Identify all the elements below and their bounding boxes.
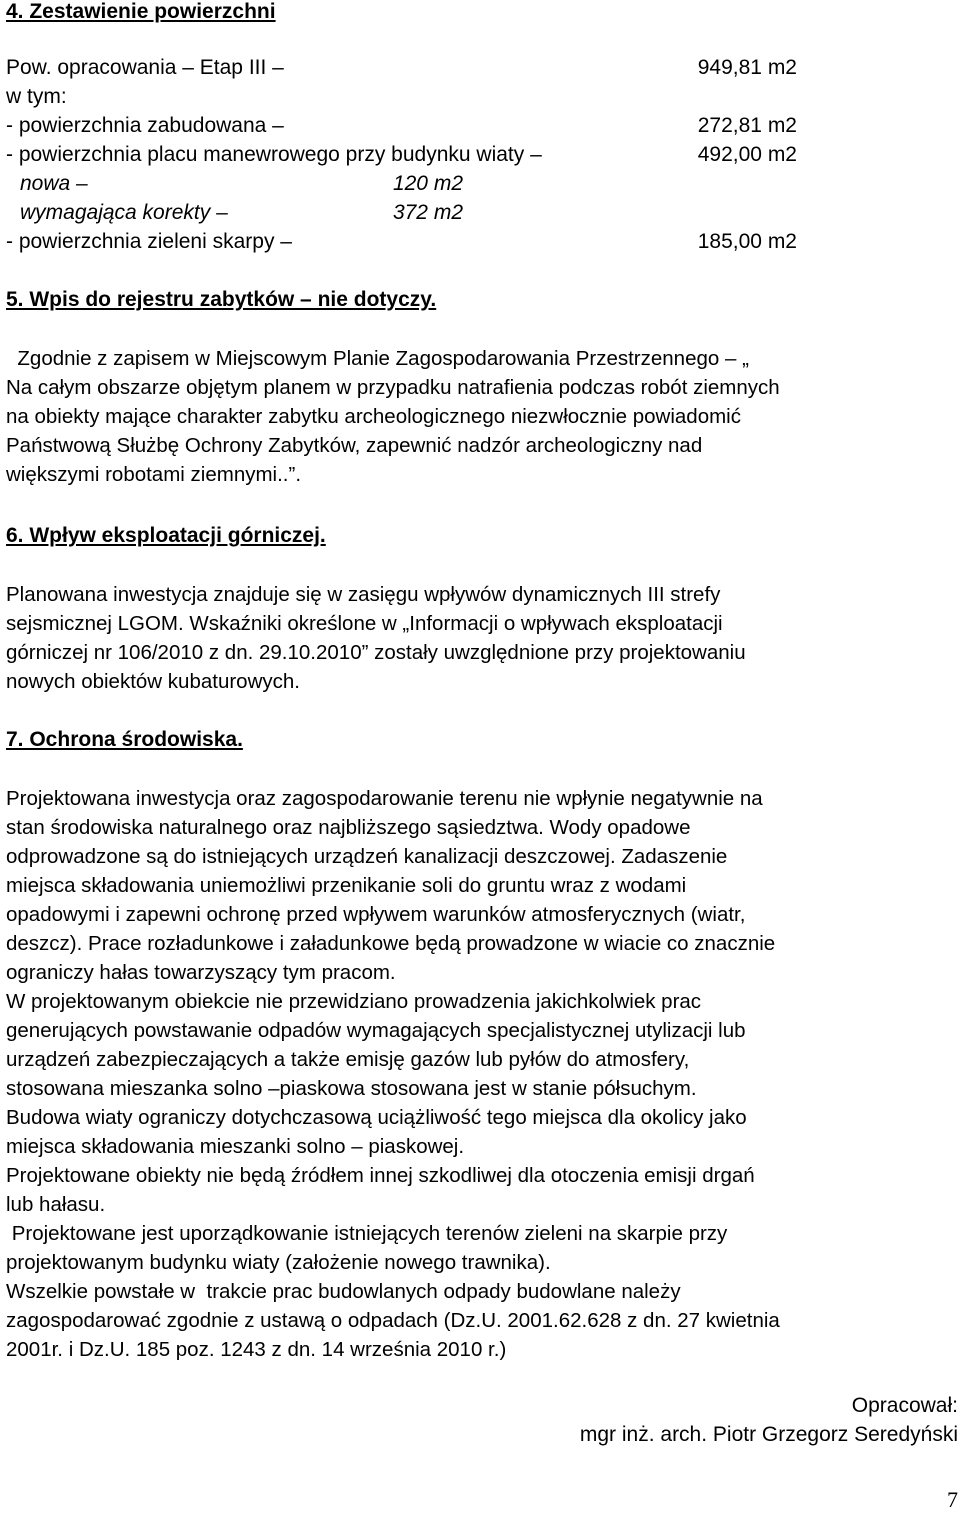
paragraph-line: generujących powstawanie odpadów wymagających specjalistycznej utylizacji lub [6,1019,746,1042]
sub-area-value: 372 m2 [392,201,463,224]
section-6-heading: 6. Wpływ eksploatacji górniczej. [6,524,326,547]
paragraph-line: odprowadzone są do istniejących urządzeń kanalizacji deszczowej. Zadaszenie [6,845,728,868]
paragraph-line: opadowymi i zapewni ochronę przed wpływem warunków atmosferycznych (wiatr, [6,903,746,926]
paragraph-line: stosowana mieszanka solno –piaskowa stosowana jest w stanie półsuchym. [6,1077,697,1100]
paragraph-line: Zgodnie z zapisem w Miejscowym Planie Zagospodarowania Przestrzennego – „ [6,347,749,370]
section-7-paragraph [6,784,958,1364]
paragraph-line: nowych obiektów kubaturowych. [6,670,300,693]
area-row-label: - powierzchnia zabudowana – [6,114,284,137]
sub-area-label: nowa – [20,172,88,195]
area-row-value: 185,00 m2 [697,230,797,253]
area-row-value: 492,00 m2 [697,143,797,166]
section-4-heading: 4. Zestawienie powierzchni [6,0,276,23]
paragraph-line: ograniczy hałas towarzyszący tym pracom. [6,961,396,984]
paragraph-line: Wszelkie powstałe w trakcie prac budowlanych odpady budowlane należy [6,1280,681,1303]
page-number: 7 [947,1487,958,1512]
sub-area-value: 120 m2 [392,172,463,195]
paragraph-line: Na całym obszarze objętym planem w przypadku natrafienia podczas robót ziemnych [6,376,780,399]
area-row-label: w tym: [6,85,67,108]
signature-label: Opracował: [851,1394,958,1417]
section-7-heading: 7. Ochrona środowiska. [6,728,243,751]
paragraph-line: górniczej nr 106/2010 z dn. 29.10.2010” zostały uwzględnione przy projektowaniu [6,641,746,664]
paragraph-line: Planowana inwestycja znajduje się w zasięgu wpływów dynamicznych III strefy [6,583,721,606]
area-row-label: Pow. opracowania – Etap III – [6,56,284,79]
area-row-label: - powierzchnia placu manewrowego przy budynku wiaty – [6,143,542,166]
paragraph-line: sejsmicznej LGOM. Wskaźniki określone w „Informacji o wpływach eksploatacji [6,612,723,635]
paragraph-line: W projektowanym obiekcie nie przewidziano prowadzenia jakichkolwiek prac [6,990,702,1013]
section-5-paragraph [6,344,958,489]
paragraph-line: Budowa wiaty ograniczy dotychczasową uciążliwość tego miejsca dla okolicy jako [6,1106,747,1129]
section-5-heading: 5. Wpis do rejestru zabytków – nie dotyczy. [6,288,437,311]
signature-name: mgr inż. arch. Piotr Grzegorz Seredyński [579,1423,958,1446]
paragraph-line: urządzeń zabezpieczających a także emisję gazów lub pyłów do atmosfery, [6,1048,690,1071]
paragraph-line: projektowanym budynku wiaty (założenie nowego trawnika). [6,1251,551,1274]
paragraph-line: stan środowiska naturalnego oraz najbliższego sąsiedztwa. Wody opadowe [6,816,691,839]
paragraph-line: zagospodarować zgodnie z ustawą o odpadach (Dz.U. 2001.62.628 z dn. 27 kwietnia [6,1309,780,1332]
paragraph-line: Państwową Służbę Ochrony Zabytków, zapewnić nadzór archeologiczny nad [6,434,703,457]
paragraph-line: deszcz). Prace rozładunkowe i załadunkowe będą prowadzone w wiacie co znacznie [6,932,776,955]
section-6-paragraph [6,580,958,696]
area-row-value: 949,81 m2 [697,56,797,79]
sub-area-label: wymagająca korekty – [20,201,228,224]
paragraph-line: większymi robotami ziemnymi..”. [6,463,302,486]
area-row-label: - powierzchnia zieleni skarpy – [6,230,292,253]
paragraph-line: na obiekty mające charakter zabytku archeologicznego niezwłocznie powiadomić [6,405,741,428]
area-row-value: 272,81 m2 [697,114,797,137]
paragraph-line: Projektowana inwestycja oraz zagospodarowanie terenu nie wpłynie negatywnie na [6,787,763,810]
paragraph-line: Projektowane obiekty nie będą źródłem innej szkodliwej dla otoczenia emisji drgań [6,1164,755,1187]
paragraph-line: miejsca składowania uniemożliwi przenikanie soli do gruntu wraz z wodami [6,874,687,897]
paragraph-line: miejsca składowania mieszanki solno – piaskowej. [6,1135,465,1158]
paragraph-line: 2001r. i Dz.U. 185 poz. 1243 z dn. 14 września 2010 r.) [6,1338,507,1361]
paragraph-line: Projektowane jest uporządkowanie istniejących terenów zieleni na skarpie przy [6,1222,728,1245]
paragraph-line: lub hałasu. [6,1193,106,1216]
